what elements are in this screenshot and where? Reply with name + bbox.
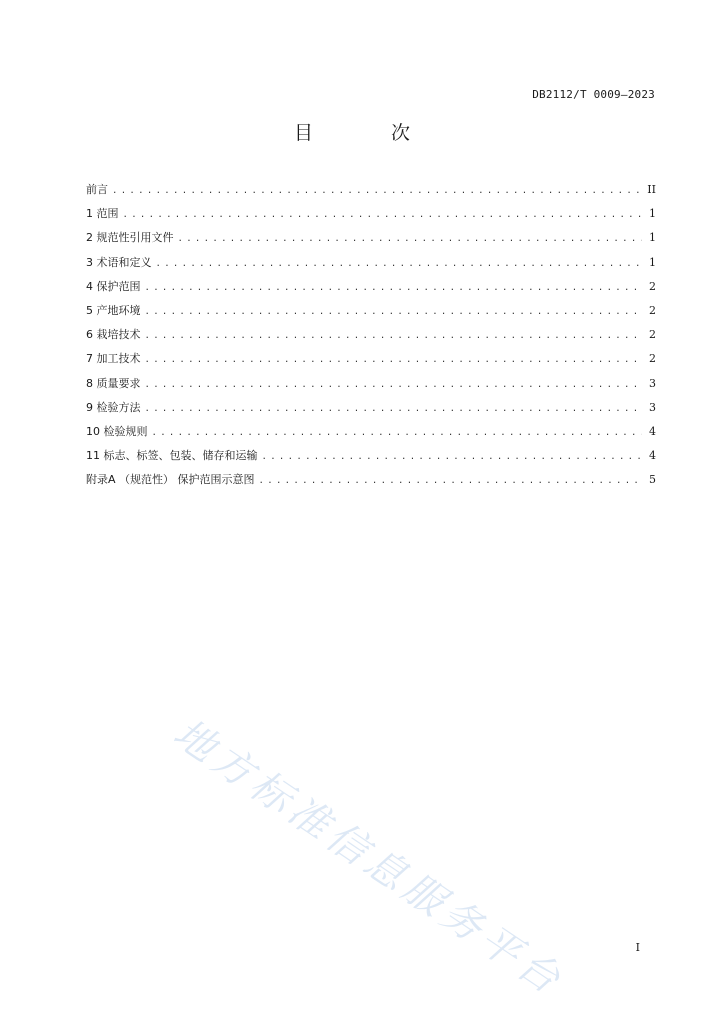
toc-entry-label: 5 产地环境 xyxy=(86,303,141,317)
toc-entry-page: 1 xyxy=(649,207,656,221)
toc-entry-page: 3 xyxy=(649,376,656,390)
toc-entry-terms-definitions[interactable] xyxy=(86,254,656,278)
toc-entry-label: 前言 xyxy=(86,183,108,196)
toc-leader-dots xyxy=(259,477,642,486)
toc-leader-dots xyxy=(178,235,643,244)
toc-leader-dots xyxy=(145,381,643,390)
toc-entry-page: 5 xyxy=(649,473,656,487)
toc-leader-dots xyxy=(145,356,643,365)
toc-leader-dots xyxy=(152,429,643,438)
toc-entry-quality-requirements[interactable] xyxy=(86,375,656,399)
toc-entry-label: 4 保护范围 xyxy=(86,279,141,293)
toc-title: 目 次 xyxy=(293,122,447,144)
toc-entry-protection-scope[interactable] xyxy=(86,278,656,302)
toc-entry-page: 1 xyxy=(649,231,656,245)
document-code: DB2112/T 0009—2023 xyxy=(532,88,655,101)
toc-entry-appendix-a[interactable] xyxy=(86,471,656,495)
toc-entry-normative-references[interactable] xyxy=(86,229,656,253)
toc-leader-dots xyxy=(145,332,643,341)
table-of-contents xyxy=(86,181,656,495)
toc-entry-foreword[interactable] xyxy=(86,181,656,205)
toc-entry-page: 2 xyxy=(649,279,656,293)
toc-entry-origin-environment[interactable] xyxy=(86,302,656,326)
toc-leader-dots xyxy=(145,405,643,414)
toc-entry-page: 3 xyxy=(649,400,656,414)
toc-entry-cultivation[interactable] xyxy=(86,326,656,350)
toc-entry-label: 7 加工技术 xyxy=(86,352,141,366)
toc-entry-label: 1 范围 xyxy=(86,207,119,221)
toc-entry-label: 附录A （规范性） 保护范围示意图 xyxy=(86,473,255,487)
toc-leader-dots xyxy=(145,284,643,293)
toc-entry-label: 9 检验方法 xyxy=(86,400,141,414)
toc-entry-processing[interactable] xyxy=(86,350,656,374)
toc-entry-page: 2 xyxy=(649,303,656,317)
toc-leader-dots xyxy=(123,211,643,220)
toc-entry-label: 10 检验规则 xyxy=(86,424,148,438)
toc-entry-label: 6 栽培技术 xyxy=(86,328,141,342)
toc-entry-test-methods[interactable] xyxy=(86,399,656,423)
toc-entry-page: 4 xyxy=(649,424,656,438)
toc-entry-page: II xyxy=(647,183,656,196)
toc-entry-page: 2 xyxy=(649,352,656,366)
toc-entry-label: 11 标志、标签、包装、储存和运输 xyxy=(86,449,258,463)
toc-entry-label: 8 质量要求 xyxy=(86,376,141,390)
watermark-text: 地方标准信息服务平台 xyxy=(165,710,573,1006)
toc-leader-dots xyxy=(156,260,643,269)
toc-leader-dots xyxy=(112,187,641,196)
toc-leader-dots xyxy=(262,453,643,462)
toc-entry-scope[interactable] xyxy=(86,205,656,229)
page-number: I xyxy=(635,941,640,954)
toc-entry-label: 3 术语和定义 xyxy=(86,255,152,269)
toc-leader-dots xyxy=(145,308,643,317)
toc-entry-label: 2 规范性引用文件 xyxy=(86,231,174,245)
toc-entry-inspection-rules[interactable] xyxy=(86,423,656,447)
toc-entry-page: 1 xyxy=(649,255,656,269)
toc-entry-page: 4 xyxy=(649,449,656,463)
toc-entry-page: 2 xyxy=(649,328,656,342)
toc-entry-marking-packaging[interactable] xyxy=(86,447,656,471)
